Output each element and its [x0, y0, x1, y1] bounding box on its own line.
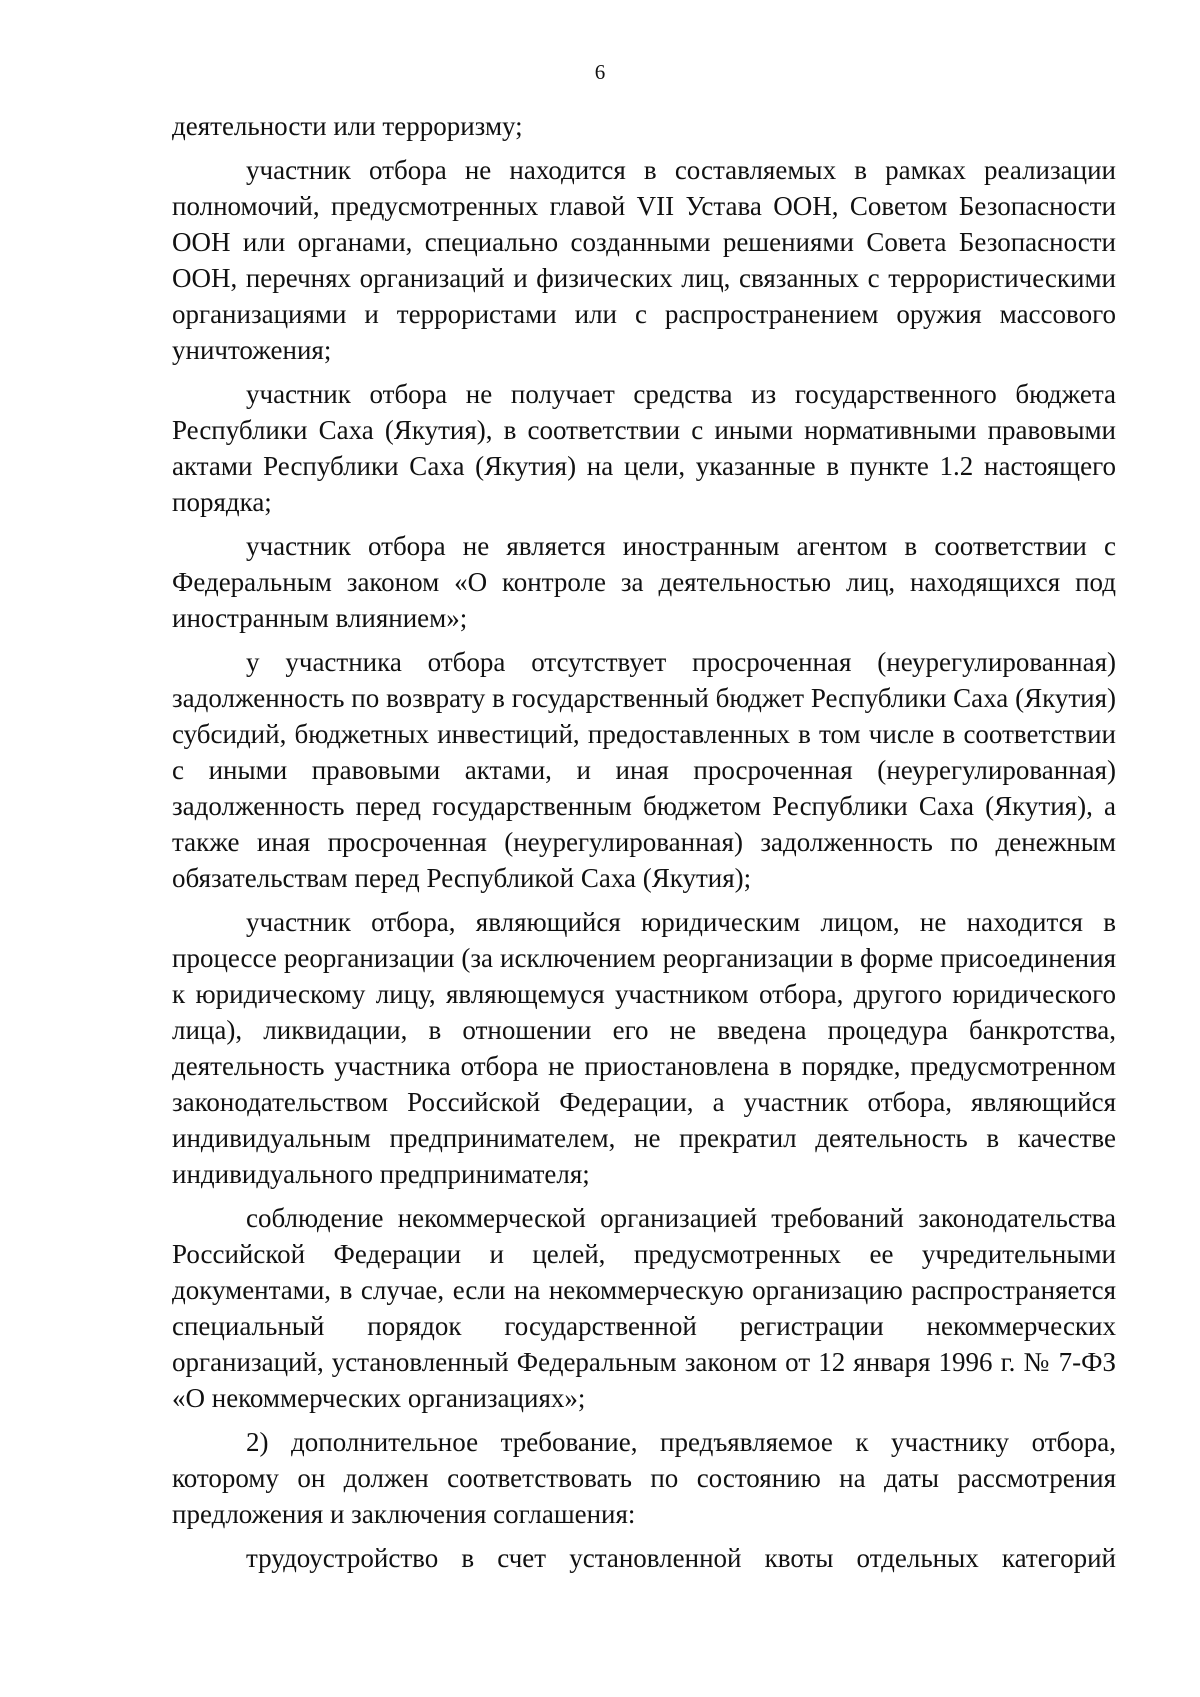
paragraph-budget-funds: участник отбора не получает средства из государственного бюджета Республики Саха (Якутия), в соответствии с иными нормативными правовыми актами Республики Саха (Якутия) на цели, указанные в пункте 1.2 настоящего порядка; — [172, 379, 1116, 517]
paragraph-additional-requirement: 2) дополнительное требование, предъявляемое к участнику отбора, которому он должен соответствовать по состоянию на даты рассмотрения предложения и заключения соглашения: — [172, 1427, 1116, 1529]
paragraph-foreign-agent: участник отбора не является иностранным агентом в соответствии с Федеральным законом «О контроле за деятельностью лиц, находящихся под иностранным влиянием»; — [172, 531, 1116, 633]
document-body — [172, 108, 1116, 1584]
page-number: 6 — [594, 60, 606, 84]
paragraph-nonprofit-compliance: соблюдение некоммерческой организацией требований законодательства Российской Федерации и целей, предусмотренных ее учредительными документами, в случае, если на некоммерческую организацию распространяется специальный порядок государственной регистрации некоммерческих организаций, установленный Федеральным законом от 12 января 1996 г. № 7-ФЗ «О некоммерческих организациях»; — [172, 1203, 1116, 1413]
paragraph-un-lists: участник отбора не находится в составляемых в рамках реализации полномочий, предусмотренных главой VII Устава ООН, Советом Безопасности ООН или органами, специально созданными решениями Совета Безопасности ООН, перечнях организаций и физических лиц, связанных с террористическими организациями и террористами или с распространением оружия массового уничтожения; — [172, 155, 1116, 365]
paragraph-employment-quota: трудоустройство в счет установленной квоты отдельных категорий — [246, 1543, 1116, 1573]
paragraph-reorganization: участник отбора, являющийся юридическим лицом, не находится в процессе реорганизации (за исключением реорганизации в форме присоединения к юридическому лицу, являющемуся участником отбора, другого юридического лица), ликвидации, в отношении его не введена процедура банкротства, деятельность участника отбора не приостановлена в порядке, предусмотренном законодательством Российской Федерации, а участник отбора, являющийся индивидуальным предпринимателем, не прекратил деятельность в качестве индивидуального предпринимателя; — [172, 907, 1116, 1189]
paragraph-continuation: деятельности или терроризму; — [172, 111, 523, 141]
paragraph-overdue-debt: у участника отбора отсутствует просроченная (неурегулированная) задолженность по возврату в государственный бюджет Республики Саха (Якутия) субсидий, бюджетных инвестиций, предоставленных в том числе в соответствии с иными правовыми актами, и иная просроченная (неурегулированная) задолженность перед государственным бюджетом Республики Саха (Якутия), а также иная просроченная (неурегулированная) задолженность по денежным обязательствам перед Республикой Саха (Якутия); — [172, 647, 1116, 893]
